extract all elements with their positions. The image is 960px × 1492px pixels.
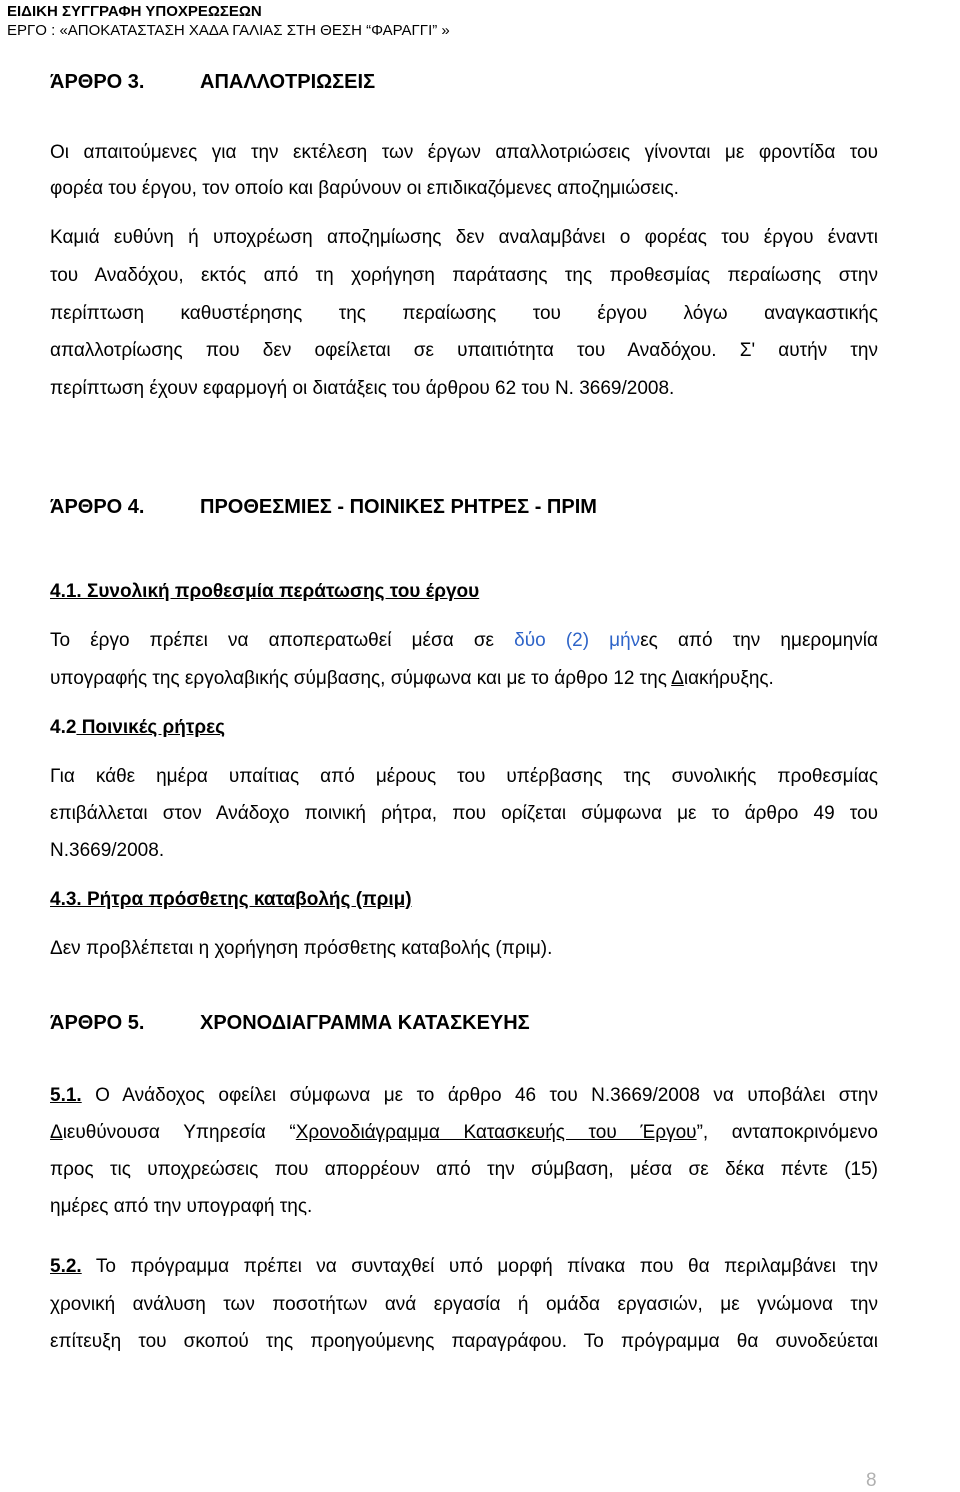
- text-span: υπογραφής της εργολαβικής σύμβασης, σύμφωνα και με το άρθρο 12 της: [50, 668, 672, 689]
- paragraph-line: [50, 1255, 878, 1279]
- paragraph-line: επίτευξη του σκοπού της προηγούμενης παραγράφου. Το πρόγραμμα θα συνοδεύεται: [50, 1331, 878, 1352]
- paragraph-line: του Αναδόχου, εκτός από τη χορήγηση παράτασης της προθεσμίας περαίωσης στην: [50, 265, 878, 286]
- header-project: ΕΡΓΟ : «ΑΠΟΚΑΤΑΣΤΑΣΗ ΧΑΔΑ ΓΑΛΙΑΣ ΣΤΗ ΘΕΣΗ “ΦΑΡΑΓΓΙ” »: [7, 22, 450, 39]
- article-5-number: ΆΡΘΡΟ 5.: [50, 1012, 145, 1034]
- article-4-title: ΠΡΟΘΕΣΜΙΕΣ - ΠΟΙΝΙΚΕΣ ΡΗΤΡΕΣ - ΠΡΙΜ: [200, 496, 597, 518]
- paragraph-line: χρονική ανάλυση των ποσοτήτων ανά εργασία ή ομάδα εργασιών, με γνώμονα την: [50, 1294, 878, 1315]
- paragraph-line: Δεν προβλέπεται η χορήγηση πρόσθετης καταβολής (πριμ).: [50, 938, 553, 959]
- paragraph-line: Καμιά ευθύνη ή υποχρέωση αποζημίωσης δεν αναλαμβάνει ο φορέας του έργου έναντι: [50, 227, 878, 248]
- schedule-document-title: Χρονοδιάγραμμα Κατασκευής του Έργου: [295, 1122, 697, 1143]
- section-4-2-number: 4.2: [50, 717, 77, 738]
- section-4-3-heading: 4.3. Ρήτρα πρόσθετης καταβολής (πριμ): [50, 889, 412, 910]
- paragraph-line: ημέρες από την υπογραφή της.: [50, 1196, 313, 1217]
- article-3-heading: [50, 70, 878, 94]
- article-3-title: ΑΠΑΛΛΟΤΡΙΩΣΕΙΣ: [200, 71, 376, 93]
- article-5-title: ΧΡΟΝΟΔΙΑΓΡΑΜΜΑ ΚΑΤΑΣΚΕΥΗΣ: [200, 1012, 530, 1034]
- article-4-number: ΆΡΘΡΟ 4.: [50, 496, 145, 518]
- text-span: ”, ανταποκρινόμενο: [696, 1122, 879, 1143]
- paragraph-line: περίπτωση έχουν εφαρμογή οι διατάξεις του άρθρου 62 του Ν. 3669/2008.: [50, 378, 675, 399]
- underlined-letter: Δ: [671, 668, 684, 689]
- section-5-1-number: 5.1.: [50, 1085, 82, 1106]
- paragraph-line: φορέα του έργου, τον οποίο και βαρύνουν οι επιδικαζόμενες αποζημιώσεις.: [50, 178, 679, 199]
- text-span: Το πρόγραμμα πρέπει να συνταχθεί υπό μορφή πίνακα που θα περιλαμβάνει την: [81, 1256, 878, 1277]
- underlined-letter: Δ: [50, 1122, 63, 1143]
- duration-highlight: δύο (2) μήν: [514, 630, 641, 651]
- text-span: Ο Ανάδοχος οφείλει σύμφωνα με το άρθρο 46 του Ν.3669/2008 να υποβάλει στην: [81, 1085, 878, 1106]
- text-span: ιευθύνουσα Υπηρεσία “: [62, 1122, 296, 1143]
- paragraph-line: Για κάθε ημέρα υπαίτιας από μέρους του υπέρβασης της συνολικής προθεσμίας: [50, 766, 878, 787]
- article-5-heading: [50, 1011, 878, 1035]
- paragraph-line: περίπτωση καθυστέρησης της περαίωσης του έργου λόγω αναγκαστικής: [50, 303, 878, 324]
- paragraph-line: απαλλοτρίωσης που δεν οφείλεται σε υπαιτιότητα του Αναδόχου. Σ' αυτήν την: [50, 340, 878, 361]
- text-span: Το έργο πρέπει να αποπερατωθεί μέσα σε: [50, 630, 515, 651]
- section-5-2-number: 5.2.: [50, 1256, 82, 1277]
- paragraph-line: Οι απαιτούμενες για την εκτέλεση των έργων απαλλοτριώσεις γίνονται με φροντίδα του: [50, 142, 878, 163]
- paragraph-line: επιβάλλεται στον Ανάδοχο ποινική ρήτρα, που ορίζεται σύμφωνα με το άρθρο 49 του: [50, 803, 878, 824]
- paragraph-line: προς τις υποχρεώσεις που απορρέουν από την σύμβαση, μέσα σε δέκα πέντε (15): [50, 1159, 878, 1180]
- section-4-2-title: Ποινικές ρήτρες: [76, 717, 225, 738]
- text-span: ιακήρυξης.: [683, 668, 774, 689]
- paragraph-line: Ν.3669/2008.: [50, 840, 165, 861]
- paragraph-line: [50, 1121, 878, 1145]
- header-title: ΕΙΔΙΚΗ ΣΥΓΓΡΑΦΗ ΥΠΟΧΡΕΩΣΕΩΝ: [7, 3, 262, 20]
- article-3-number: ΆΡΘΡΟ 3.: [50, 71, 145, 93]
- paragraph-line: [50, 667, 878, 691]
- document-header: [7, 2, 450, 40]
- page-number: 8: [866, 1470, 877, 1491]
- text-span: ες από την ημερομηνία: [640, 630, 879, 651]
- paragraph-line: [50, 1084, 878, 1108]
- section-4-1-heading: 4.1. Συνολική προθεσμία περάτωσης του έργου: [50, 581, 480, 602]
- article-4-heading: [50, 495, 878, 519]
- paragraph-line: [50, 629, 878, 653]
- section-4-2-heading: [50, 716, 878, 740]
